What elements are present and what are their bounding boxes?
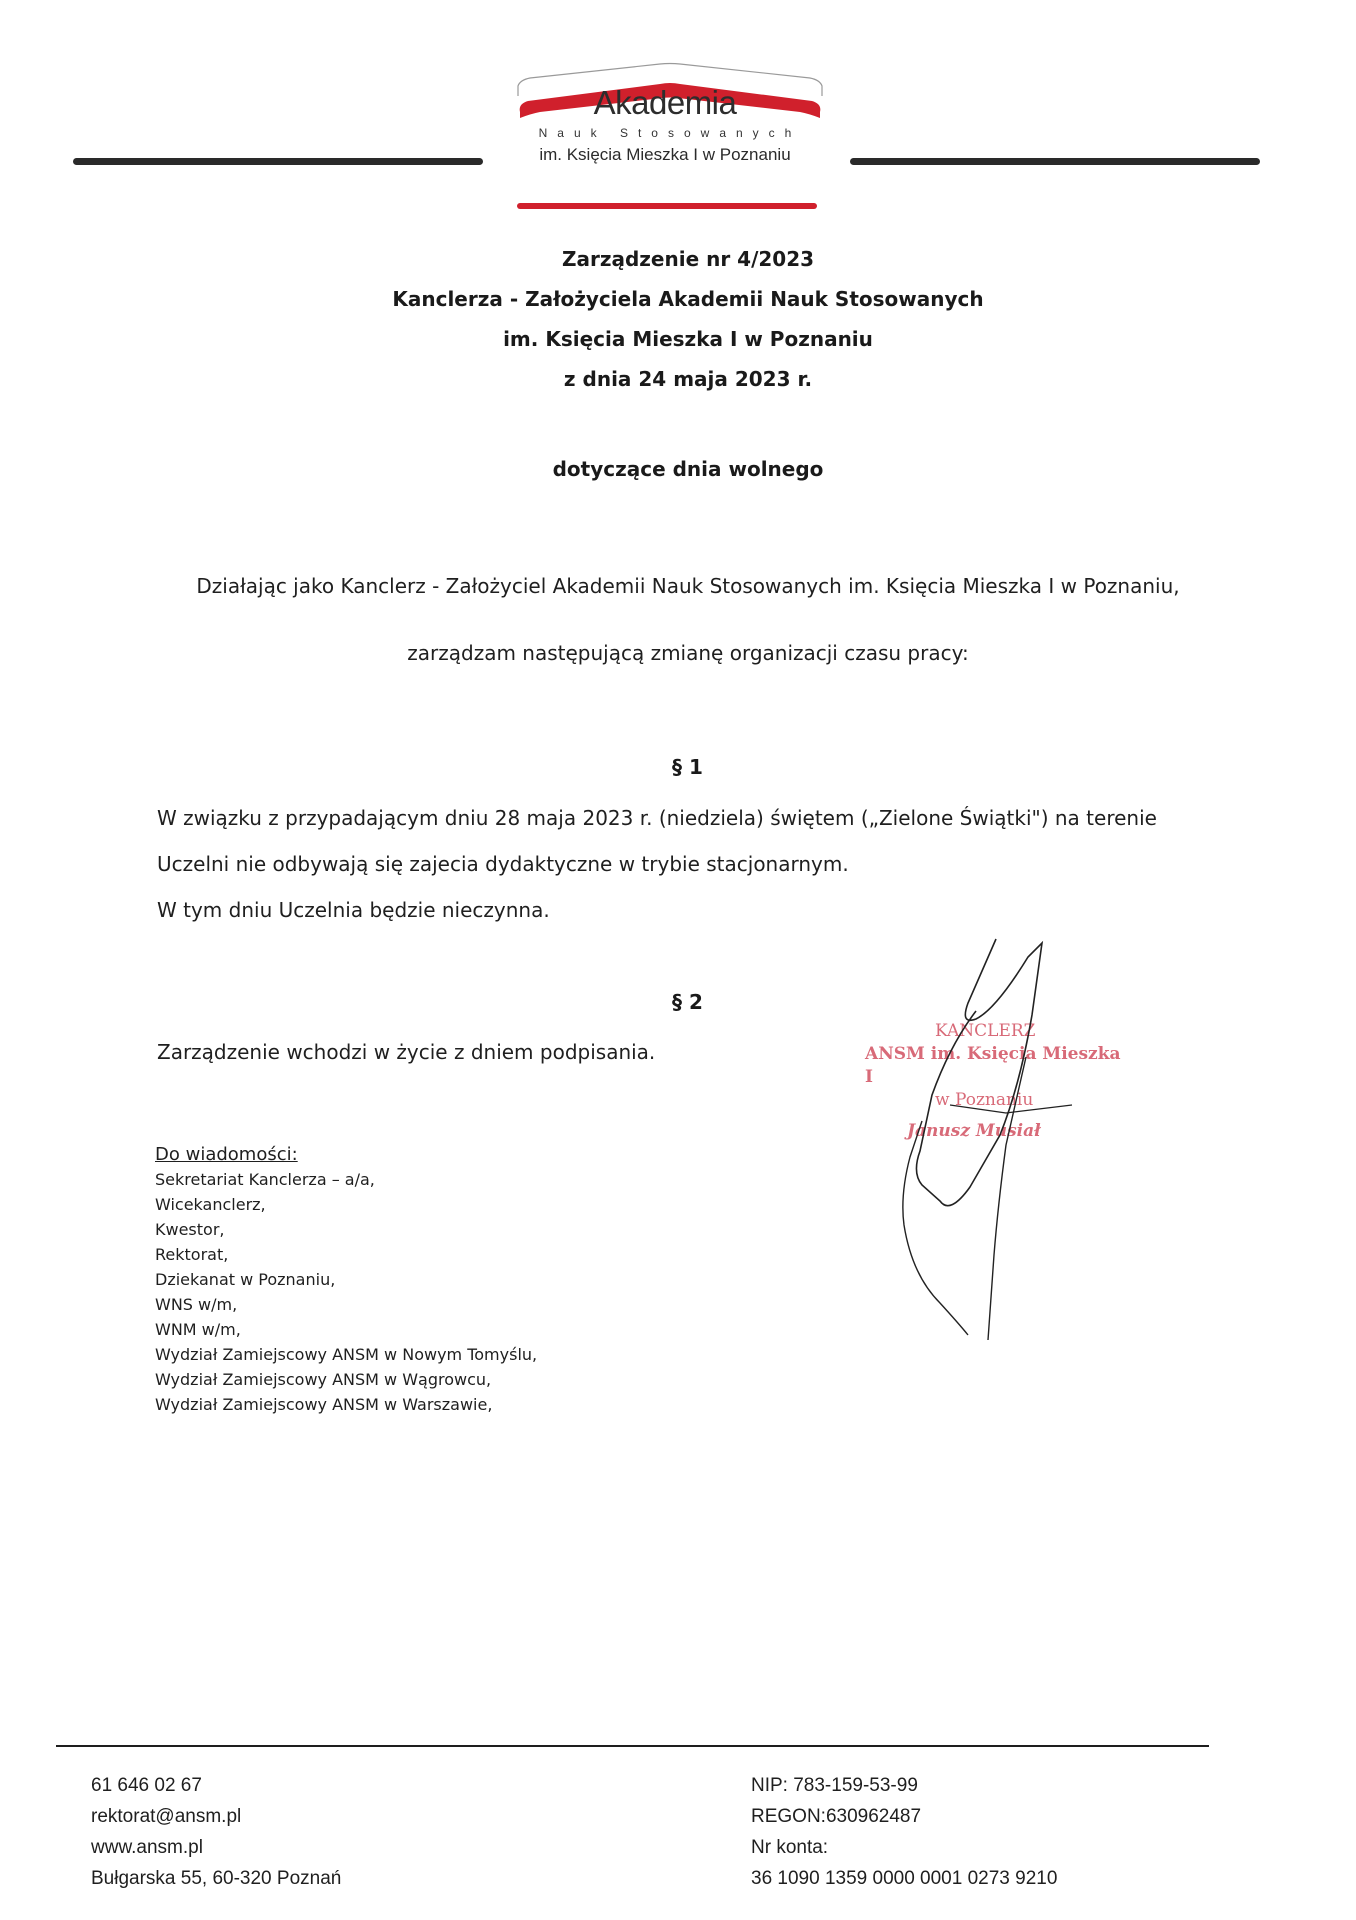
- footer-rule: [56, 1745, 1209, 1747]
- stamp-title: KANCLERZ: [935, 1021, 1036, 1041]
- footer-registration: [751, 1770, 1057, 1894]
- section-1-line-2: Uczelni nie odbywają się zajecia dydaktyczne w trybie stacjonarnym.: [157, 852, 849, 876]
- section-1-line-3: W tym dniu Uczelnia będzie nieczynna.: [157, 898, 550, 922]
- footer-website[interactable]: www.ansm.pl: [91, 1837, 203, 1858]
- footer-account-number: 36 1090 1359 0000 0001 0273 9210: [751, 1868, 1058, 1889]
- footer-phone: 61 646 02 67: [91, 1775, 202, 1796]
- footer-email[interactable]: rektorat@ansm.pl: [91, 1806, 242, 1827]
- intro-line-2: zarządzam następującą zmianę organizacji czasu pracy:: [407, 641, 969, 665]
- footer-nip: NIP: 783-159-53-99: [751, 1775, 918, 1796]
- distribution-heading: Do wiadomości:: [155, 1144, 298, 1165]
- list-item: Kwestor,: [155, 1220, 225, 1239]
- list-item: Rektorat,: [155, 1245, 229, 1264]
- list-item: Wicekanclerz,: [155, 1195, 266, 1214]
- list-item: Dziekanat w Poznaniu,: [155, 1270, 336, 1289]
- footer-contact: [91, 1770, 341, 1894]
- section-2-mark: § 2: [672, 990, 703, 1014]
- order-subject: dotyczące dnia wolnego: [552, 457, 824, 481]
- list-item: WNS w/m,: [155, 1295, 238, 1314]
- order-issuer-location: im. Księcia Mieszka I w Poznaniu: [503, 327, 873, 351]
- footer-regon: REGON:630962487: [751, 1806, 922, 1827]
- header-rule-left: [73, 158, 483, 165]
- order-issuer: Kanclerza - Założyciela Akademii Nauk Stosowanych: [392, 287, 984, 311]
- logo-underline: [517, 203, 817, 209]
- distribution-list: [155, 1142, 537, 1417]
- section-2-line-1: Zarządzenie wchodzi w życie z dniem podpisania.: [157, 1040, 656, 1064]
- logo-subtitle: Nauk Stosowanych: [538, 126, 802, 140]
- list-item: Wydział Zamiejscowy ANSM w Warszawie,: [155, 1395, 493, 1414]
- stamp-institution: ANSM im. Księcia Mieszka I: [865, 1044, 1121, 1087]
- intro-line-1: Działając jako Kanclerz - Założyciel Akademii Nauk Stosowanych im. Księcia Mieszka I w Poznaniu,: [196, 574, 1180, 598]
- order-date: z dnia 24 maja 2023 r.: [563, 367, 813, 391]
- list-item: Wydział Zamiejscowy ANSM w Wągrowcu,: [155, 1370, 492, 1389]
- list-item: Sekretariat Kanclerza – a/a,: [155, 1170, 375, 1189]
- signature: [800, 925, 1100, 1375]
- footer-account-label: Nr konta:: [751, 1837, 829, 1858]
- footer-address: Bułgarska 55, 60-320 Poznań: [91, 1868, 342, 1889]
- order-number: Zarządzenie nr 4/2023: [561, 247, 815, 271]
- section-1-line-1: W związku z przypadającym dniu 28 maja 2023 r. (niedziela) świętem („Zielone Świątki") na terenie: [157, 806, 1157, 830]
- stamp-location: w Poznaniu: [935, 1090, 1034, 1110]
- stamp-signatory: Janusz Musiał: [907, 1121, 1041, 1141]
- list-item: WNM w/m,: [155, 1320, 241, 1339]
- logo-name: Akademia: [593, 84, 737, 121]
- header-rule-right: [850, 158, 1260, 165]
- logo-location: im. Księcia Mieszka I w Poznaniu: [539, 145, 791, 164]
- logo: [510, 84, 820, 165]
- list-item: Wydział Zamiejscowy ANSM w Nowym Tomyślu,: [155, 1345, 538, 1364]
- section-1-mark: § 1: [672, 755, 703, 779]
